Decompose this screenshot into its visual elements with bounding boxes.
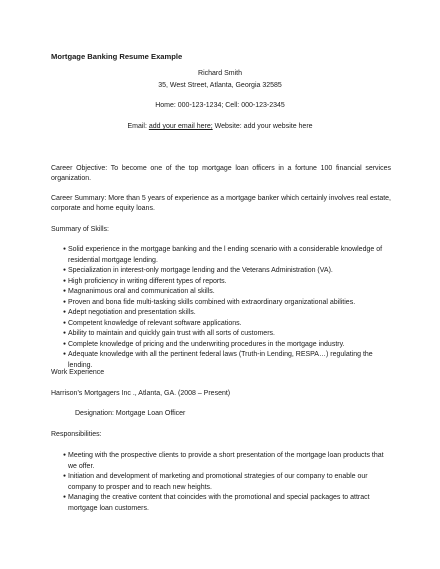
list-item: ● Specialization in interest-only mortgage lending and the Veterans Administration (VA). xyxy=(64,266,390,277)
list-item: ● Managing the creative content that coincides with the promotional and special packages to attract mortgage loan customers. xyxy=(64,493,390,514)
list-item: ● Ability to maintain and quickly gain trust with all sorts of customers. xyxy=(64,329,390,340)
list-item: ● Competent knowledge of relevant software applications. xyxy=(64,319,390,330)
responsibilities-list xyxy=(64,451,390,514)
applicant-address: 35, West Street, Atlanta, Georgia 32585 xyxy=(158,82,282,89)
list-item: ● Adept negotiation and presentation skills. xyxy=(64,308,390,319)
responsibilities-heading: Responsibilities: xyxy=(51,431,102,438)
email-link[interactable]: add your email here; xyxy=(148,123,213,130)
career-summary: Career Summary: More than 5 years of experience as a mortgage banker which certainly involves real estate, corporate and home equity loans. xyxy=(51,195,391,213)
website-text: Website: add your website here xyxy=(214,123,313,130)
email-label: Email: xyxy=(127,123,147,130)
contact-line xyxy=(0,122,440,132)
work-experience-heading: Work Experience xyxy=(51,369,105,376)
list-item: ● Proven and bona fide multi-tasking skills combined with extraordinary organizational abilities. xyxy=(64,298,390,309)
list-item: ● Meeting with the prospective clients to provide a short presentation of the mortgage loan products that we offer. xyxy=(64,451,390,472)
list-item: ● Adequate knowledge with all the pertinent federal laws (Truth-in Lending, RESPA…) regulating the lending. xyxy=(64,350,390,371)
skills-list xyxy=(64,245,390,371)
list-item: ● Complete knowledge of pricing and the underwriting procedures in the mortgage industry. xyxy=(64,340,390,351)
document-title: Mortgage Banking Resume Example xyxy=(51,52,183,61)
list-item: ● Initiation and development of marketing and promotional strategies of our company to enable our company to prosper and to reach new heights. xyxy=(64,472,390,493)
list-item: ● High proficiency in writing different types of reports. xyxy=(64,277,390,288)
designation-line: Designation: Mortgage Loan Officer xyxy=(75,410,186,417)
list-item: ● Solid experience in the mortgage banking and the l ending scenario with a considerable knowledge of residential mortgage lending. xyxy=(64,245,390,266)
phone-line: Home: 000-123-1234; Cell: 000-123-2345 xyxy=(155,102,285,109)
skills-heading: Summary of Skills: xyxy=(51,226,109,233)
career-objective: Career Objective: To become one of the top mortgage loan officers in a fortune 100 financial services organization. xyxy=(51,165,391,183)
applicant-name: Richard Smith xyxy=(198,70,242,77)
employer-line: Harrison's Mortgagers Inc ., Atlanta, GA. (2008 – Present) xyxy=(51,390,231,397)
list-item: ● Magnanimous oral and communication al skills. xyxy=(64,287,390,298)
